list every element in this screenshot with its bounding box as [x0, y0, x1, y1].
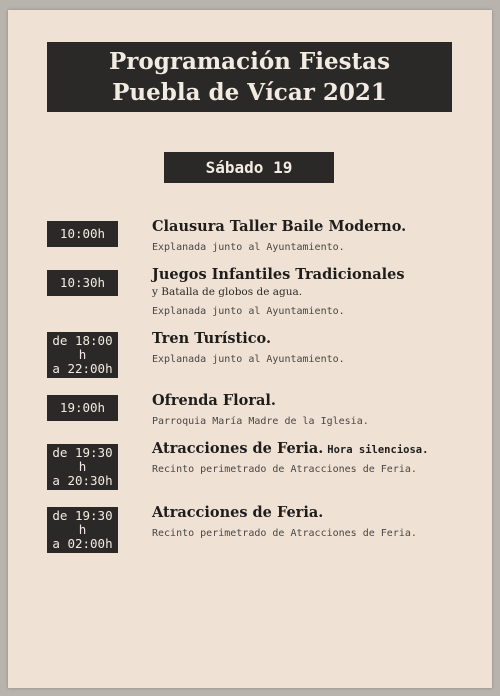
event-title [152, 440, 428, 457]
event-title-text: Atracciones de Feria. [152, 440, 324, 457]
event-title [152, 392, 276, 409]
time-line: h [78, 347, 87, 362]
title-line-2: Puebla de Vícar 2021 [112, 79, 387, 106]
time-line: 19:00h [59, 400, 106, 415]
event-title-text: Clausura Taller Baile Moderno. [152, 218, 407, 235]
event-title-text: Juegos Infantiles Tradicionales [152, 266, 405, 283]
event-title [152, 330, 271, 347]
event-place: Explanada junto al Ayuntamiento. [152, 306, 345, 317]
event-title [152, 218, 406, 235]
program-poster [8, 10, 492, 688]
day-heading: Sábado 19 [164, 152, 334, 183]
time-line: h [78, 459, 87, 474]
event-place: Recinto perimetrado de Atracciones de Feria. [152, 528, 417, 539]
event-title-text: Tren Turístico. [152, 330, 272, 347]
time-line: a 22:00h [52, 361, 113, 376]
event-place: Parroquia María Madre de la Iglesia. [152, 416, 369, 427]
event-time-badge [47, 395, 118, 421]
poster-title [47, 42, 452, 112]
event-time-badge [47, 221, 118, 247]
event-place: Recinto perimetrado de Atracciones de Feria. [152, 464, 417, 475]
time-line: a 02:00h [52, 536, 113, 551]
event-place: Explanada junto al Ayuntamiento. [152, 354, 345, 365]
time-line: de 18:00 [52, 333, 113, 348]
event-title [152, 504, 323, 521]
event-time-badge [47, 507, 118, 553]
time-line: h [78, 522, 87, 537]
event-time-badge [47, 332, 118, 378]
event-title-text: Ofrenda Floral. [152, 392, 276, 409]
event-title [152, 266, 405, 283]
event-place: Explanada junto al Ayuntamiento. [152, 242, 345, 253]
event-title-text: Atracciones de Feria. [152, 504, 324, 521]
time-line: 10:00h [59, 226, 106, 241]
event-time-badge [47, 444, 118, 490]
time-line: a 20:30h [52, 473, 113, 488]
title-line-1: Programación Fiestas [108, 48, 391, 75]
event-subtitle: y Batalla de globos de agua. [152, 286, 303, 298]
time-line: 10:30h [59, 275, 106, 290]
time-line: de 19:30 [52, 445, 113, 460]
time-line: de 19:30 [52, 508, 113, 523]
event-time-badge [47, 270, 118, 296]
event-note: Hora silenciosa. [327, 444, 429, 456]
